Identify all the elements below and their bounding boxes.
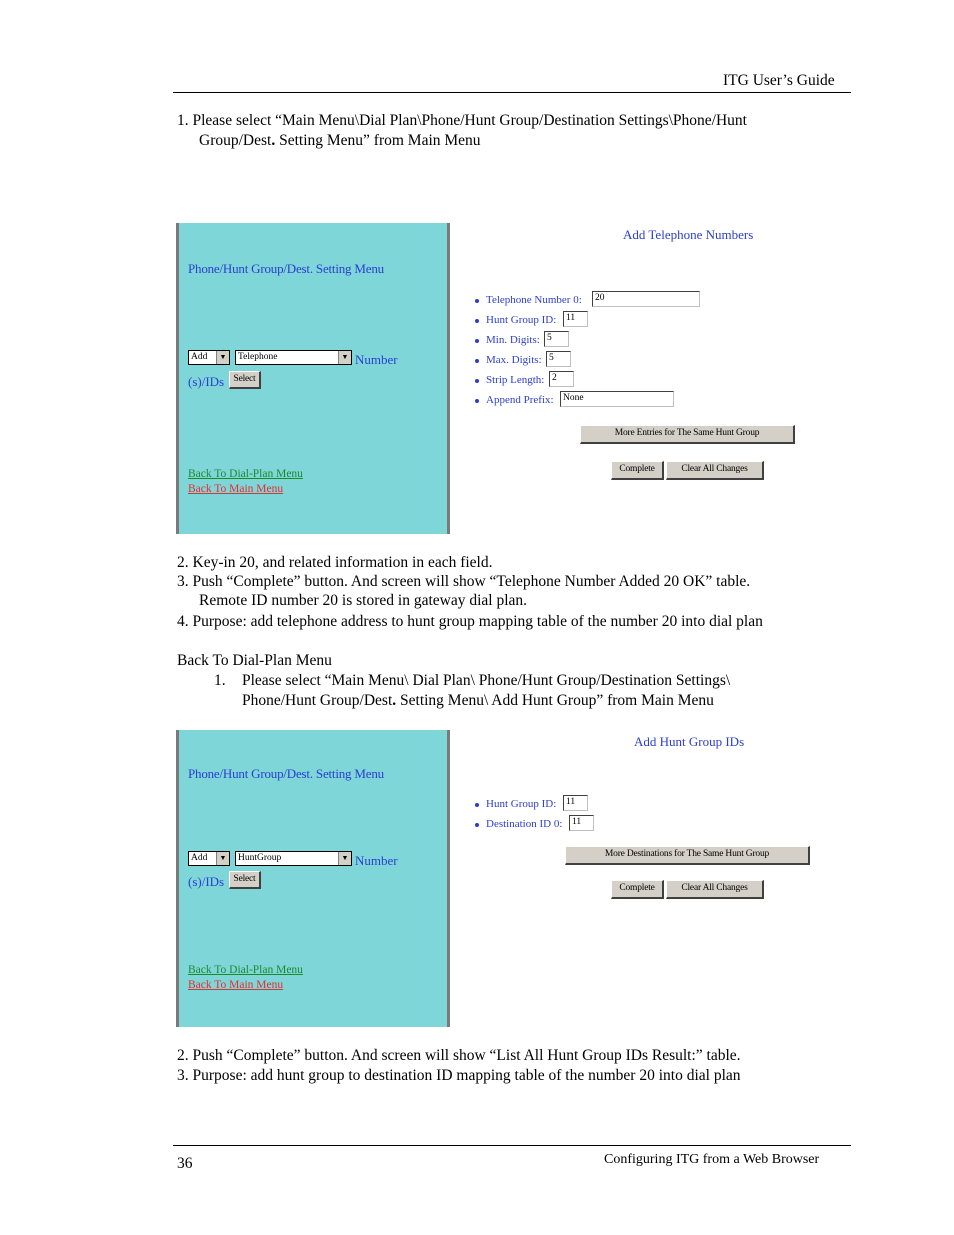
screen2-select-button[interactable]: Select: [229, 871, 261, 889]
chevron-down-icon: ▼: [216, 351, 229, 364]
screen1-hunt-group-id-input[interactable]: 11: [563, 311, 588, 327]
screen1-menu-panel: [176, 223, 450, 534]
screen1-menu-title: Phone/Hunt Group/Dest. Setting Menu: [188, 261, 384, 276]
screen1-more-entries-button[interactable]: More Entries for The Same Hunt Group: [580, 425, 795, 444]
step1-line1: 1. Please select “Main Menu\Dial Plan\Phone/Hunt Group/Destination Settings\Phone/Hunt: [177, 112, 747, 129]
screen1-action-select-value: Add: [191, 352, 208, 362]
footer-rule: [173, 1145, 851, 1146]
chevron-down-icon: ▼: [338, 351, 351, 364]
screen1-type-select-value: Telephone: [238, 352, 278, 362]
screen2-more-destinations-button[interactable]: More Destinations for The Same Hunt Group: [565, 846, 810, 865]
chevron-down-icon: ▼: [338, 852, 351, 865]
section1-step2: 2. Key-in 20, and related information in each field.: [177, 554, 493, 571]
screen1-hunt-group-id-label: Hunt Group ID:: [486, 314, 557, 326]
screen1-back-main-link[interactable]: Back To Main Menu: [188, 483, 284, 495]
section1-step3: 3. Push “Complete” button. And screen will show “Telephone Number Added 20 OK” table.: [177, 573, 751, 590]
screen1-complete-button[interactable]: Complete: [611, 461, 664, 480]
screen2-ids-label: (s)/IDs: [188, 874, 225, 889]
section2-heading: Back To Dial-Plan Menu: [177, 652, 332, 669]
screen1-append-prefix-label: Append Prefix:: [486, 394, 554, 406]
screen2-back-dialplan-link[interactable]: Back To Dial-Plan Menu: [188, 964, 303, 976]
bullet-icon: [475, 339, 479, 343]
screen1-clear-changes-button[interactable]: Clear All Changes: [666, 461, 764, 480]
screen1-select-button[interactable]: Select: [229, 371, 261, 389]
screen1-form-title: Add Telephone Numbers: [623, 227, 754, 242]
screen2-action-select[interactable]: [188, 851, 230, 866]
section2-step1-number: 1.: [214, 672, 226, 689]
section2-step1-line2-part-c: Setting Menu\ Add Hunt Group” from Main Menu: [396, 692, 714, 709]
screen2-complete-button[interactable]: Complete: [611, 880, 664, 899]
step1-line2-bold-dot: .: [271, 132, 276, 149]
screen1-strip-length-input[interactable]: 2: [549, 371, 574, 387]
screen1-action-select[interactable]: [188, 350, 230, 365]
screen1-type-select[interactable]: [235, 350, 352, 365]
running-header: ITG User’s Guide: [723, 72, 835, 89]
page-number: 36: [177, 1155, 193, 1172]
screen2-number-label: Number: [355, 853, 398, 868]
step1-line2: [199, 131, 481, 151]
screen2-back-main-link[interactable]: Back To Main Menu: [188, 979, 284, 991]
bullet-icon: [475, 379, 479, 383]
bullet-icon: [475, 823, 479, 827]
screen1-max-digits-input[interactable]: 5: [546, 351, 571, 367]
section1-step4: 4. Purpose: add telephone address to hunt group mapping table of the number 20 into dial plan: [177, 613, 763, 630]
screen2-hunt-group-id-label: Hunt Group ID:: [486, 798, 557, 810]
screen1-max-digits-label: Max. Digits:: [486, 354, 542, 366]
bullet-icon: [475, 359, 479, 363]
section2-step3: 3. Purpose: add hunt group to destination ID mapping table of the number 20 into dial plan: [177, 1067, 741, 1084]
step1-line2-part-a: Group/Dest: [199, 132, 272, 149]
screen1-number-label: Number: [355, 352, 398, 367]
screen1-back-dialplan-link[interactable]: Back To Dial-Plan Menu: [188, 468, 303, 480]
screen1-min-digits-label: Min. Digits:: [486, 334, 540, 346]
screen1-min-digits-input[interactable]: 5: [544, 331, 569, 347]
section2-step2: 2. Push “Complete” button. And screen will show “List All Hunt Group IDs Result:” table.: [177, 1047, 741, 1064]
screen1-telephone-number-label: Telephone Number 0:: [486, 294, 582, 306]
screen2-menu-title: Phone/Hunt Group/Dest. Setting Menu: [188, 766, 384, 781]
screen1-append-prefix-input[interactable]: None: [560, 391, 674, 407]
section2-step1-line2-bold-dot: .: [392, 692, 397, 709]
screen2-destination-id-input[interactable]: 11: [569, 815, 594, 831]
step1-line2-part-c: Setting Menu” from Main Menu: [275, 132, 481, 149]
screen2-menu-panel: [176, 730, 450, 1027]
bullet-icon: [475, 299, 479, 303]
screen1-ids-label: (s)/IDs: [188, 374, 225, 389]
header-rule: [173, 92, 851, 93]
screen1-telephone-number-input[interactable]: 20: [592, 291, 700, 307]
footer-section-title: Configuring ITG from a Web Browser: [604, 1152, 820, 1167]
section2-step1-line2: [242, 691, 714, 711]
bullet-icon: [475, 319, 479, 323]
screen2-type-select[interactable]: [235, 851, 352, 866]
screen2-form-panel: [450, 730, 850, 1027]
chevron-down-icon: ▼: [216, 852, 229, 865]
section2-step1-line2-part-a: Phone/Hunt Group/Dest: [242, 692, 393, 709]
screen2-hunt-group-id-input[interactable]: 11: [563, 795, 588, 811]
screen2-destination-id-label: Destination ID 0:: [486, 818, 563, 830]
bullet-icon: [475, 399, 479, 403]
screen2-action-select-value: Add: [191, 853, 208, 863]
section1-step3-continued: Remote ID number 20 is stored in gateway dial plan.: [199, 592, 528, 609]
bullet-icon: [475, 803, 479, 807]
section2-step1-line1: Please select “Main Menu\ Dial Plan\ Phone/Hunt Group/Destination Settings\: [242, 672, 731, 689]
screen2-type-select-value: HuntGroup: [238, 853, 282, 863]
screen2-clear-changes-button[interactable]: Clear All Changes: [666, 880, 764, 899]
screen1-form-panel: [450, 223, 850, 534]
screen2-form-title: Add Hunt Group IDs: [634, 734, 745, 749]
screen1-strip-length-label: Strip Length:: [486, 374, 545, 386]
